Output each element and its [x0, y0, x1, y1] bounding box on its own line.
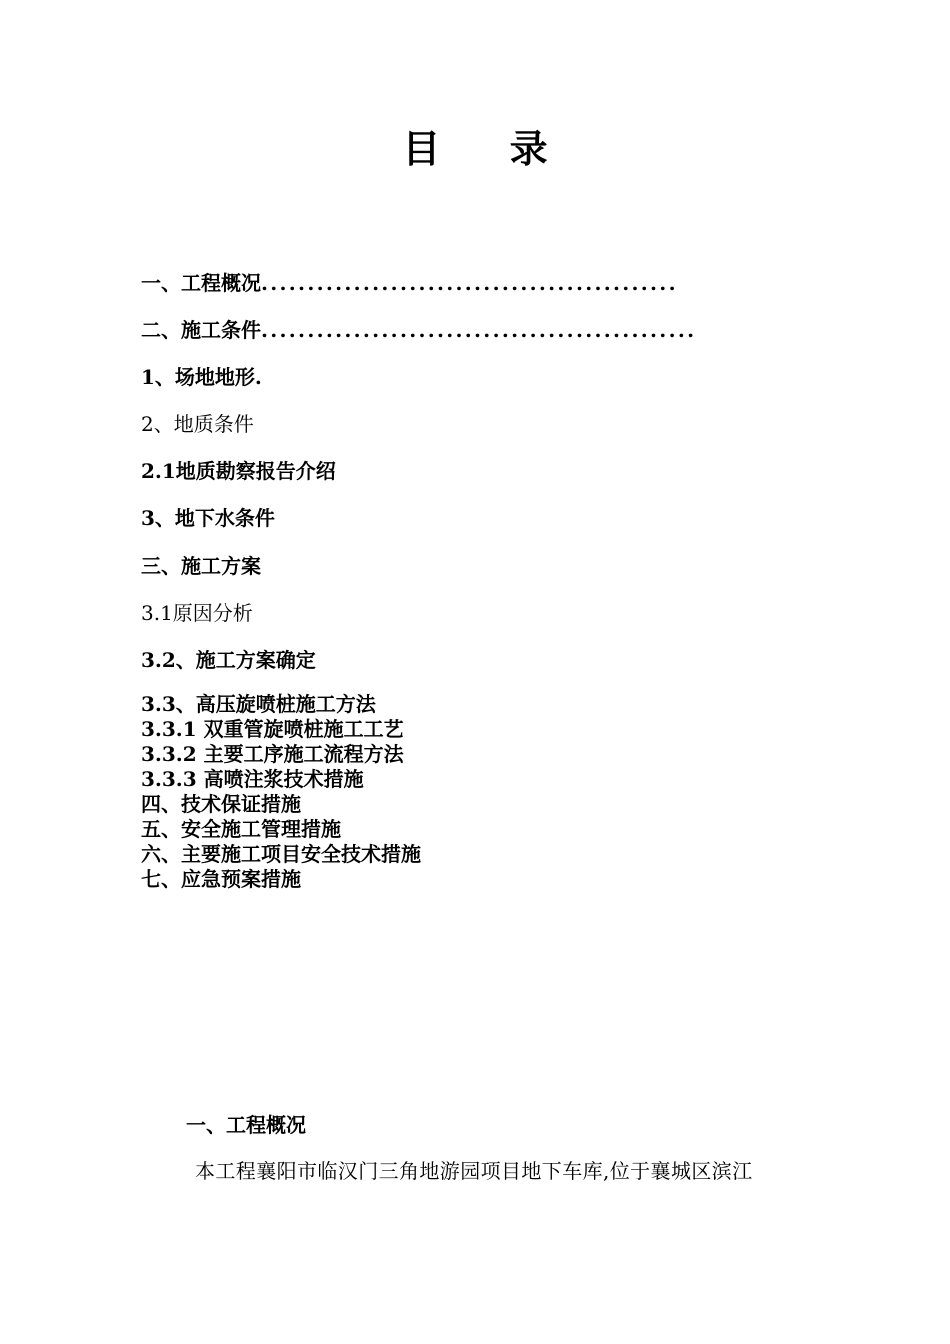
toc-entry-label: 3.1原因分析: [141, 601, 253, 625]
toc-entry-label: 2、地质条件: [141, 412, 254, 436]
toc-leader: .............................................: [261, 271, 678, 295]
toc-entry[interactable]: 3.3.3 高喷注浆技术措施: [141, 767, 364, 791]
toc-entry-label: 三、施工方案: [141, 554, 261, 578]
toc-entry-label: 3.2、施工方案确定: [141, 648, 316, 672]
toc-entry[interactable]: 3.3、高压旋喷桩施工方法: [141, 692, 376, 716]
toc-entry-label: 1、场地地形.: [141, 365, 262, 389]
toc-entry[interactable]: [141, 647, 316, 673]
toc-entry-label: 3、地下水条件: [141, 506, 275, 530]
toc-entry[interactable]: 六、主要施工项目安全技术措施: [141, 842, 421, 866]
toc-entry-label: 二、施工条件: [141, 318, 261, 342]
toc-entry[interactable]: 五、安全施工管理措施: [141, 817, 341, 841]
toc-entry[interactable]: [141, 553, 261, 579]
toc-entry[interactable]: 四、技术保证措施: [141, 792, 301, 816]
toc-entry[interactable]: [141, 600, 253, 626]
section-heading: 一、工程概况: [186, 1113, 306, 1137]
page-title: 目 录: [402, 126, 576, 171]
toc-entry[interactable]: [141, 270, 678, 296]
toc-entry-label: 2.1地质勘察报告介绍: [141, 459, 336, 483]
toc-entry[interactable]: [141, 411, 254, 437]
body-paragraph: 本工程襄阳市临汉门三角地游园项目地下车库,位于襄城区滨江: [195, 1159, 753, 1183]
toc-compact-list: [141, 692, 421, 892]
toc-entry[interactable]: [141, 364, 262, 390]
toc-entry[interactable]: 3.3.2 主要工序施工流程方法: [141, 742, 404, 766]
toc-entry[interactable]: [141, 458, 336, 484]
toc-entry[interactable]: [141, 505, 275, 531]
toc-entry[interactable]: 七、应急预案措施: [141, 867, 301, 891]
toc-entry[interactable]: [141, 317, 696, 343]
toc-entry-label: 一、工程概况: [141, 271, 261, 295]
toc-leader: ...............................................: [261, 318, 697, 342]
toc-entry[interactable]: 3.3.1 双重管旋喷桩施工工艺: [141, 717, 404, 741]
